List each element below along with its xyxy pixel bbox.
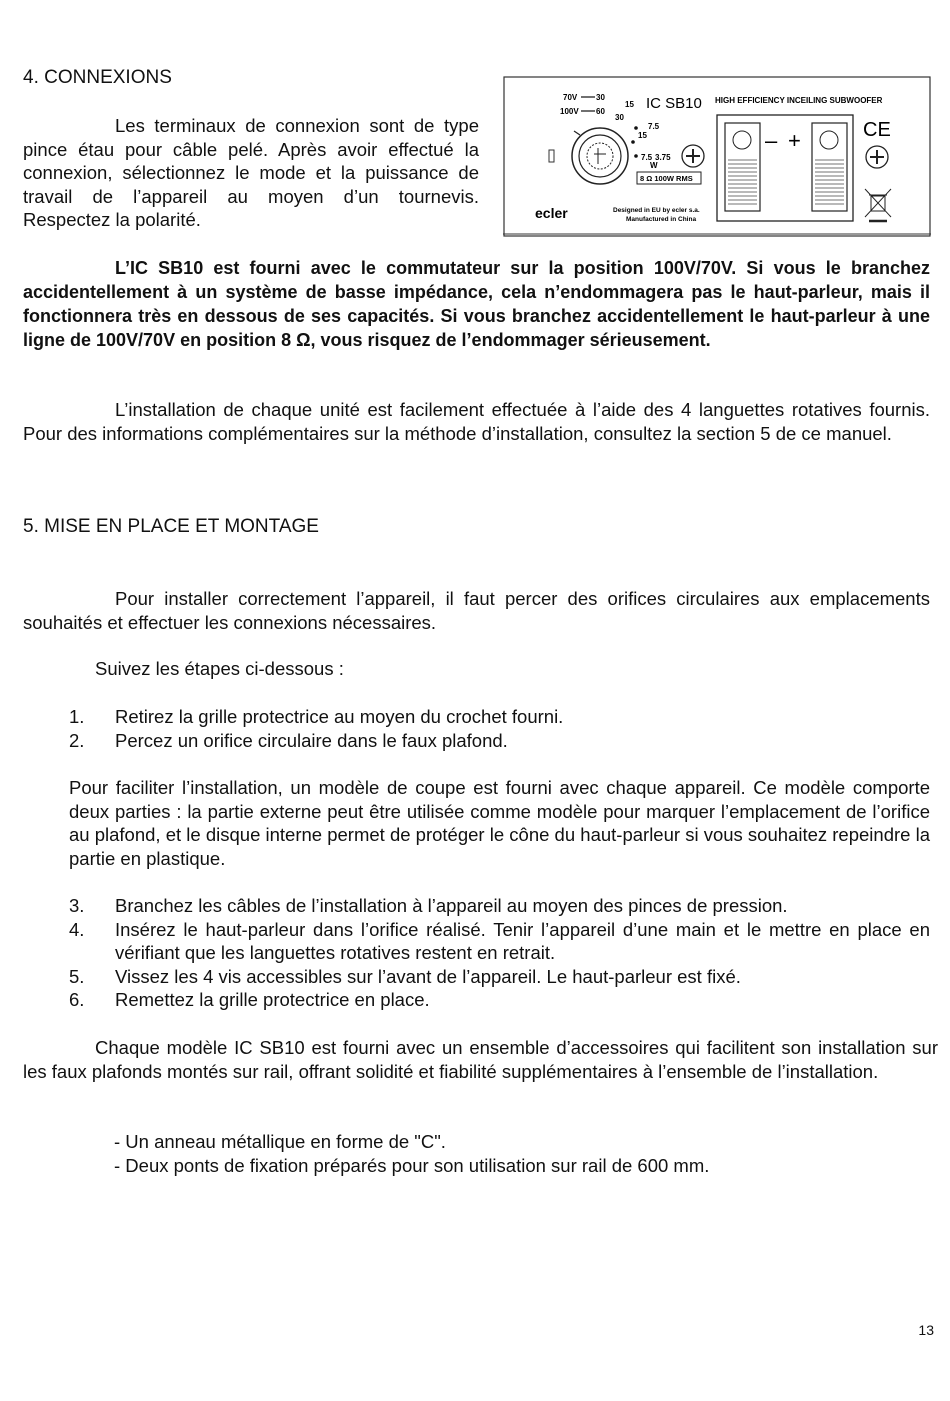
list-item	[69, 988, 930, 1012]
step-number: 5.	[69, 965, 85, 987]
step-number: 2.	[69, 729, 85, 751]
step-text: Vissez les 4 vis accessibles sur l’avant de l’appareil. Le haut-parleur est fixé.	[115, 965, 741, 987]
section-5-title: 5. MISE EN PLACE ET MONTAGE	[23, 516, 319, 537]
accessory-item-2: - Deux ponts de fixation préparés pour son utilisation sur rail de 600 mm.	[114, 1155, 710, 1176]
label-70v: 70V	[563, 93, 578, 102]
tap-3-75: 3.75	[655, 153, 671, 162]
rear-panel-svg	[503, 76, 931, 237]
step-text: Insérez le haut-parleur dans l’orifice réalisé. Tenir l’appareil d’une main et le mettre en place en vérifiant que les languettes rotatives restent en retrait.	[115, 918, 930, 963]
step-number: 3.	[69, 895, 85, 916]
step-number: 4.	[69, 918, 85, 940]
steps-list-b	[69, 894, 930, 1012]
brand-logo: ecler	[535, 205, 568, 221]
warning-paragraph: L’IC SB10 est fourni avec le commutateur sur la position 100V/70V. Si vous le branchez accidentellement à un système de basse impédance, cela n’endommagera pas le haut-parleur, mais il fonctionnera très en dessous de ses capacités. Si vous branchez accidentellement le haut-parleur à une ligne de 100V/70V en position 8 Ω, vous risquez de l’endommager sérieusement.	[23, 258, 930, 350]
section-4-title: 4. CONNEXIONS	[23, 67, 172, 88]
tap-7-5-a: 7.5	[648, 122, 660, 131]
design-line-2: Manufactured in China	[626, 216, 697, 223]
tap-30-a: 30	[596, 93, 605, 102]
rating-text: 8 Ω 100W RMS	[640, 174, 693, 183]
tap-15-b: 15	[638, 131, 647, 140]
step-text: Remettez la grille protectrice en place.	[115, 989, 430, 1010]
polarity-minus: –	[765, 128, 778, 153]
step-text: Retirez la grille protectrice au moyen du crochet fourni.	[115, 706, 564, 727]
tap-15-a: 15	[625, 100, 634, 109]
tap-7-5-b: 7.5	[641, 153, 653, 162]
accessories-paragraph: Chaque modèle IC SB10 est fourni avec un ensemble d’accessoires qui facilitent son installation sur les faux plafonds montés sur rail, offrant solidité et fiabilité supplémentaires à l’ensemble de l’installation.	[23, 1037, 938, 1082]
steps-intro: Suivez les étapes ci-dessous :	[95, 658, 344, 679]
design-line-1: Designed in EU by ecler s.a.	[613, 207, 700, 214]
watt-unit: W	[650, 161, 658, 170]
tap-60: 60	[596, 107, 605, 116]
list-item	[69, 729, 931, 753]
step-number: 6.	[69, 989, 85, 1010]
panel-model: IC SB10	[646, 95, 702, 112]
polarity-plus: +	[788, 128, 801, 153]
label-100v: 100V	[560, 107, 579, 116]
ce-mark-icon: CE	[863, 119, 891, 141]
template-note: Pour faciliter l’installation, un modèle de coupe est fourni avec chaque appareil. Ce modèle comporte deux parties : la partie externe peut être utilisée comme modèle pour marquer l’emplacement de l’orifice au plafond, et le disque interne permet de protéger le cône du haut-parleur si vous souhaitez repeindre la partie en plastique.	[69, 777, 930, 869]
selector-knob-inner	[587, 143, 613, 169]
tap-30-b: 30	[615, 113, 624, 122]
rear-panel-illustration	[503, 76, 931, 237]
list-item	[69, 918, 930, 965]
page-number: 13	[918, 1322, 934, 1338]
accessory-item-1: - Un anneau métallique en forme de "C".	[114, 1131, 446, 1152]
panel-subtitle: HIGH EFFICIENCY INCEILING SUBWOOFER	[715, 96, 883, 105]
list-item	[69, 705, 931, 729]
connexions-paragraph: Les terminaux de connexion sont de type pince étau pour câble pelé. Après avoir effectué la connexion, sélectionnez le mode et la puissance de travail de l’appareil au moyen d’un tournevis. Respectez la polarité.	[23, 115, 479, 230]
step-number: 1.	[69, 706, 85, 727]
list-item	[69, 965, 930, 989]
list-item	[69, 894, 930, 918]
mise-en-place-paragraph: Pour installer correctement l’appareil, il faut percer des orifices circulaires aux emplacements souhaités et effectuer les connexions nécessaires.	[23, 588, 930, 633]
step-text: Branchez les câbles de l’installation à l’appareil au moyen des pinces de pression.	[115, 895, 788, 916]
step-text: Percez un orifice circulaire dans le faux plafond.	[115, 729, 508, 751]
installation-paragraph: L’installation de chaque unité est facilement effectuée à l’aide des 4 languettes rotatives fournis. Pour des informations complémentaires sur la méthode d’installation, consultez la section 5 de ce manuel.	[23, 399, 930, 444]
steps-list-a	[69, 705, 931, 752]
